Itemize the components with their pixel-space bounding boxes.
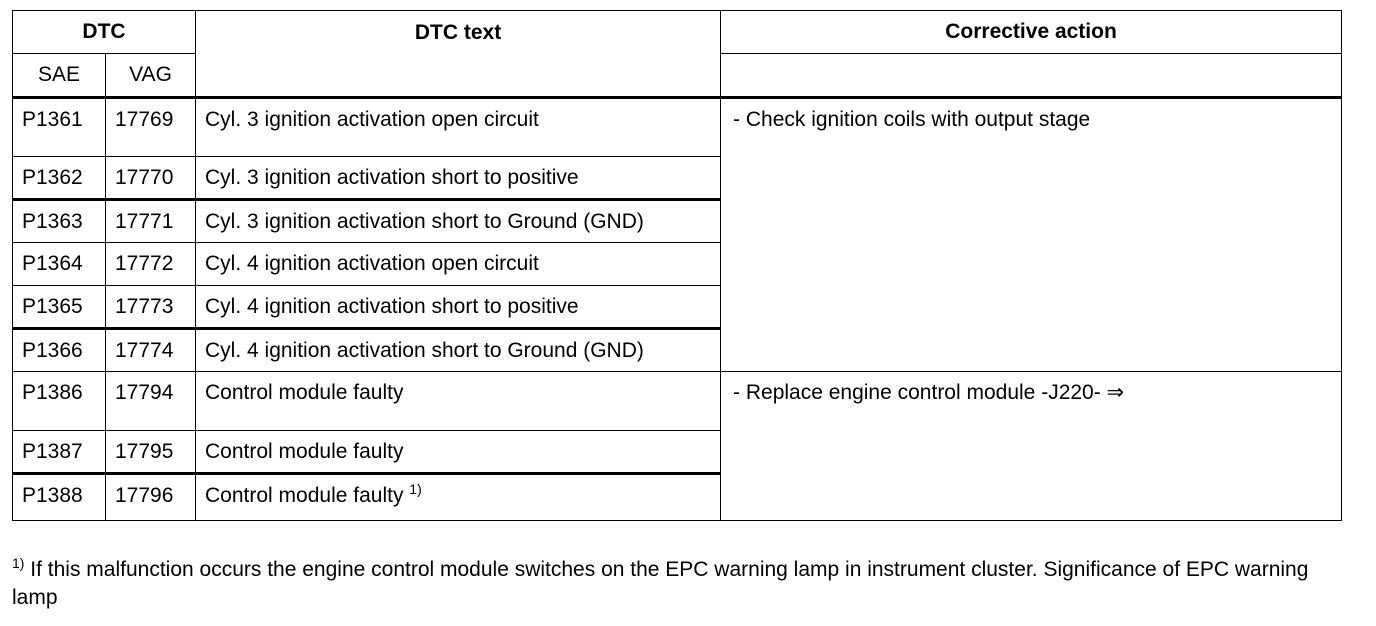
header-row xyxy=(13,11,1342,54)
dtc-text: Cyl. 3 ignition activation open circuit xyxy=(196,98,721,157)
header-sae: SAE xyxy=(13,54,106,98)
table-row xyxy=(13,98,1342,157)
corrective-action-module: - Replace engine control module -J220- ⇒ xyxy=(721,372,1342,521)
vag-code: 17796 xyxy=(106,474,196,521)
footnote-marker: 1) xyxy=(12,555,25,571)
dtc-text: Cyl. 4 ignition activation short to positive xyxy=(196,286,721,329)
dtc-text: Cyl. 3 ignition activation short to Ground (GND) xyxy=(196,200,721,243)
footnote xyxy=(12,556,1352,612)
dtc-table xyxy=(12,10,1342,521)
vag-code: 17773 xyxy=(106,286,196,329)
vag-code: 17771 xyxy=(106,200,196,243)
dtc-text: Cyl. 4 ignition activation short to Ground (GND) xyxy=(196,329,721,372)
sae-code: P1364 xyxy=(13,243,106,286)
dtc-text xyxy=(196,474,721,521)
table-row xyxy=(13,372,1342,431)
sae-code: P1387 xyxy=(13,431,106,474)
footnote-reference[interactable]: 1) xyxy=(409,481,422,497)
vag-code: 17770 xyxy=(106,157,196,200)
sae-code: P1361 xyxy=(13,98,106,157)
dtc-text: Control module faulty xyxy=(196,372,721,431)
sae-code: P1363 xyxy=(13,200,106,243)
header-action-empty xyxy=(721,54,1342,98)
header-vag: VAG xyxy=(106,54,196,98)
sae-code: P1366 xyxy=(13,329,106,372)
sae-code: P1386 xyxy=(13,372,106,431)
sae-code: P1365 xyxy=(13,286,106,329)
vag-code: 17774 xyxy=(106,329,196,372)
vag-code: 17772 xyxy=(106,243,196,286)
dtc-text: Cyl. 4 ignition activation open circuit xyxy=(196,243,721,286)
vag-code: 17794 xyxy=(106,372,196,431)
footnote-text: If this malfunction occurs the engine control module switches on the EPC warning lamp in instrument cluster. Significance of EPC warning lamp xyxy=(12,558,1309,609)
dtc-text-value: Control module faulty xyxy=(205,484,404,507)
sae-code: P1362 xyxy=(13,157,106,200)
sae-code: P1388 xyxy=(13,474,106,521)
vag-code: 17769 xyxy=(106,98,196,157)
corrective-action-ignition: - Check ignition coils with output stage xyxy=(721,98,1342,372)
dtc-text: Cyl. 3 ignition activation short to positive xyxy=(196,157,721,200)
header-dtc-text: DTC text xyxy=(196,11,721,98)
vag-code: 17795 xyxy=(106,431,196,474)
header-dtc: DTC xyxy=(13,11,196,54)
header-corrective-action: Corrective action xyxy=(721,11,1342,54)
dtc-text: Control module faulty xyxy=(196,431,721,474)
